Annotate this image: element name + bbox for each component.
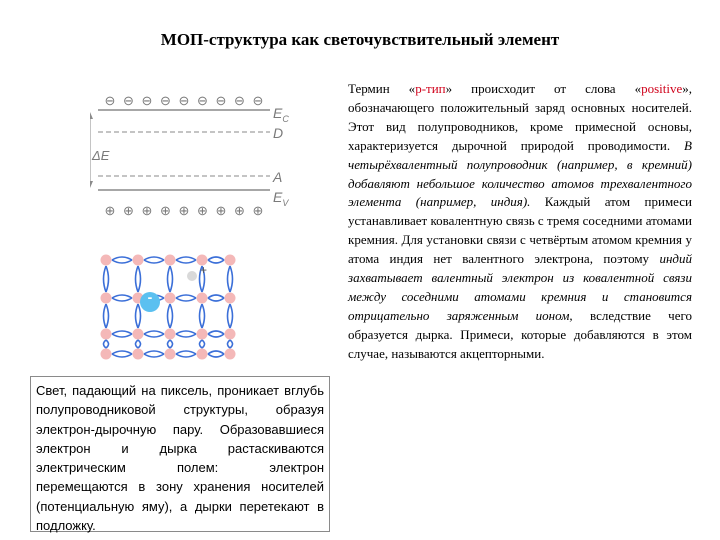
hole-symbol: ⊕ xyxy=(178,203,190,218)
covalent-bond xyxy=(112,331,132,334)
covalent-bond xyxy=(168,266,171,292)
band-diagram xyxy=(90,88,390,218)
silicon-atom xyxy=(165,329,176,340)
covalent-bond xyxy=(112,295,132,298)
covalent-bond xyxy=(106,304,109,328)
silicon-atom xyxy=(197,349,208,360)
covalent-bond xyxy=(200,304,203,328)
covalent-bond xyxy=(136,266,139,292)
electron-symbol: ⊖ xyxy=(104,93,116,108)
silicon-atom xyxy=(101,293,112,304)
covalent-bond xyxy=(208,334,224,337)
silicon-atom xyxy=(133,329,144,340)
covalent-bond xyxy=(104,266,107,292)
covalent-bond xyxy=(144,331,164,334)
covalent-bond xyxy=(138,340,141,348)
ion-minus-sign: - xyxy=(147,289,153,305)
gap-arrow-head-bottom xyxy=(90,181,93,188)
silicon-atom xyxy=(225,255,236,266)
page-title: МОП-структура как светочувствительный элемент xyxy=(160,30,560,49)
covalent-bond xyxy=(136,304,139,328)
covalent-bond xyxy=(176,257,196,260)
body-paragraph: Термин «p-тип» происходит от слова «positive», обозначающего положительный заряд основных носителей. Этот вид полупроводников, кроме примесной основы, характеризуется дырочной природой проводимости. В четырёхвалентный полупроводник (например, в кремний) добавляют небольшое количество атомов трехвалентного элемента (например, индия). Каждый атом примеси устанавливает ковалентную связь с тремя соседними атомами кремния. Для установки связи с четвёртым атомом кремния у атома индия нет валентного электрона, поэтому индий захватывает валентный электрон из ковалентной связи между соседними атомами кремния и становится отрицательно заряженным ионом, вследствие чего образуется дырка. Примеси, которые добавляются в этом случае, называются акцепторными. xyxy=(348,81,692,361)
silicon-atom xyxy=(165,349,176,360)
covalent-bond xyxy=(112,351,132,354)
covalent-bond xyxy=(176,260,196,263)
silicon-atom xyxy=(101,349,112,360)
electron-symbol: ⊖ xyxy=(160,93,171,108)
covalent-bond xyxy=(208,260,224,263)
covalent-bond xyxy=(138,266,141,292)
covalent-bond xyxy=(228,340,231,348)
covalent-bond xyxy=(112,298,132,301)
covalent-bond xyxy=(176,298,196,301)
covalent-bond xyxy=(112,260,132,263)
covalent-bond xyxy=(228,304,231,328)
covalent-bond xyxy=(168,340,171,348)
electron-symbol: ⊖ xyxy=(178,93,190,108)
silicon-atom xyxy=(225,329,236,340)
electron-symbol: ⊖ xyxy=(234,93,245,108)
hole xyxy=(187,271,197,281)
covalent-bond xyxy=(144,260,164,263)
silicon-atom xyxy=(225,349,236,360)
hole-symbol: ⊕ xyxy=(104,203,116,218)
covalent-bond xyxy=(170,340,173,348)
covalent-bond xyxy=(176,295,196,298)
covalent-bond xyxy=(208,354,224,357)
acceptor-label: A xyxy=(273,169,283,185)
covalent-bond xyxy=(106,340,109,348)
covalent-bond xyxy=(230,340,233,348)
conduction-label: $E_C$ xyxy=(273,105,289,124)
silicon-atom xyxy=(165,255,176,266)
covalent-bond xyxy=(104,304,107,328)
electron-symbol: ⊖ xyxy=(141,93,153,108)
electron-symbol: ⊖ xyxy=(197,93,208,108)
p-type-term: p-тип xyxy=(415,81,446,96)
hole-row xyxy=(105,203,264,218)
covalent-bond xyxy=(104,340,107,348)
covalent-bond xyxy=(176,354,196,357)
covalent-bond xyxy=(112,257,132,260)
silicon-atom xyxy=(133,349,144,360)
covalent-bond xyxy=(170,266,173,292)
donor-label: D xyxy=(273,125,284,141)
covalent-bond xyxy=(144,354,164,357)
silicon-atom xyxy=(133,255,144,266)
covalent-bond xyxy=(144,351,164,354)
silicon-atom xyxy=(101,255,112,266)
electron-symbol: ⊖ xyxy=(215,93,227,108)
crystal-lattice xyxy=(92,248,242,360)
covalent-bond xyxy=(200,340,203,348)
hole-symbol: ⊕ xyxy=(197,203,208,218)
covalent-bond xyxy=(208,331,224,334)
covalent-bond xyxy=(176,351,196,354)
covalent-bond xyxy=(144,334,164,337)
hole-symbol: ⊕ xyxy=(215,203,227,218)
covalent-bond xyxy=(230,304,233,328)
covalent-bond xyxy=(176,331,196,334)
covalent-bond xyxy=(208,257,224,260)
hole-symbol: ⊕ xyxy=(252,203,264,218)
gap-arrow-head-top xyxy=(90,112,93,119)
silicon-atom xyxy=(197,293,208,304)
hole-symbol: ⊕ xyxy=(141,203,153,218)
covalent-bond xyxy=(208,298,224,301)
hole-symbol: ⊕ xyxy=(123,203,134,218)
silicon-atom xyxy=(101,329,112,340)
positive-term: positive xyxy=(641,81,683,96)
hole-symbol: ⊕ xyxy=(234,203,245,218)
silicon-atom xyxy=(197,329,208,340)
covalent-bond xyxy=(112,334,132,337)
electron-symbol: ⊖ xyxy=(252,93,264,108)
covalent-bond xyxy=(202,340,205,348)
silicon-atom xyxy=(225,293,236,304)
hole-symbol: ⊕ xyxy=(160,203,171,218)
covalent-bond xyxy=(208,351,224,354)
covalent-bond xyxy=(176,334,196,337)
covalent-bond xyxy=(112,354,132,357)
covalent-bond xyxy=(202,304,205,328)
covalent-bond xyxy=(228,266,231,292)
covalent-bond xyxy=(230,266,233,292)
covalent-bond xyxy=(144,257,164,260)
hole-plus-sign: + xyxy=(200,263,208,277)
electron-symbol: ⊖ xyxy=(123,93,134,108)
covalent-bond xyxy=(208,295,224,298)
covalent-bond xyxy=(168,304,171,328)
covalent-bond xyxy=(136,340,139,348)
covalent-bond xyxy=(170,304,173,328)
silicon-atom xyxy=(165,293,176,304)
valence-label: $E_V$ xyxy=(273,189,289,208)
electron-row xyxy=(105,93,264,108)
caption-box: Свет, падающий на пиксель, проникает вглубь полупроводниковой структуры, образуя электрон-дырочную пару. Образовавшиеся электрон и дырка растаскиваются электрическим полем: электрон перемещаются в зону хранения носителей (потенциальную яму), а дырки перетекают в подложку. xyxy=(30,376,330,532)
gap-label: ΔE xyxy=(92,148,110,163)
covalent-bond xyxy=(106,266,109,292)
covalent-bond xyxy=(138,304,141,328)
